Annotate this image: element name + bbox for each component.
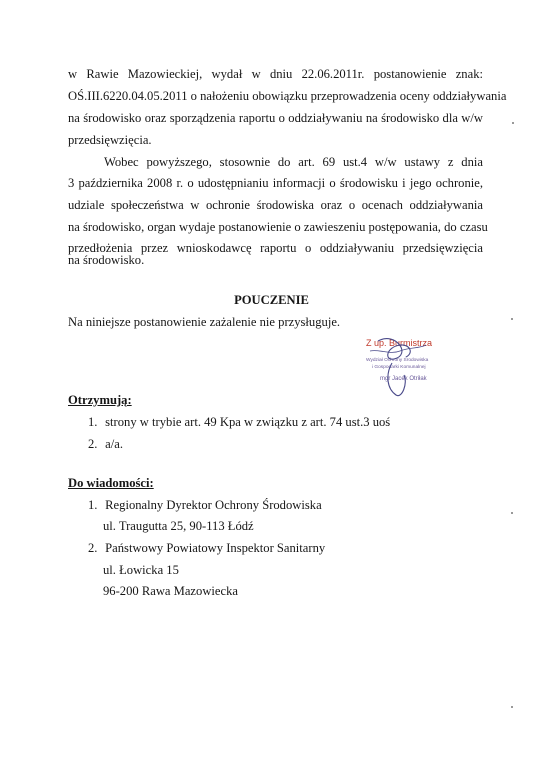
pouczenie-text: Na niniejsze postanowienie zażalenie nie przysługuje. (68, 315, 341, 329)
otrzymuja-heading: Otrzymują: (68, 393, 132, 407)
stamp-line-1: Z up. Burmistrza (366, 338, 433, 348)
list-number: 2. (88, 541, 98, 555)
list-text: Regionalny Dyrektor Ochrony Środowiska (105, 498, 322, 512)
stamp-line-4: mgr Jacek Otriłak (380, 376, 427, 382)
list-text: a/a. (105, 437, 123, 451)
official-stamp (356, 333, 468, 415)
pouczenie-title: POUCZENIE (234, 293, 309, 307)
list-text: Państwowy Powiatowy Inspektor Sanitarny (105, 541, 326, 555)
list-text: strony w trybie art. 49 Kpa w związku z art. 74 ust.3 uoś (105, 415, 391, 429)
body-line: udziale społeczeństwa w ochronie środowiska oraz o ocenach oddziaływania (68, 198, 483, 212)
body-line: na środowisko oraz sporządzenia raportu o oddziaływaniu na środowisko dla w/w (68, 111, 483, 125)
list-item (88, 436, 123, 452)
stamp-line-2: Wydział Ochrony Środowiska (366, 358, 429, 363)
scan-mark (511, 512, 513, 514)
list-number: 1. (88, 415, 98, 429)
list-item (88, 497, 322, 513)
body-line: na środowisko, organ wydaje postanowienie o zawieszeniu postępowania, do czasu (68, 220, 488, 234)
body-line: przedsięwzięcia. (68, 133, 152, 147)
body-line: 3 października 2008 r. o udostępnianiu informacji o środowisku i jego ochronie, (68, 176, 483, 190)
do-wiadomosci-heading: Do wiadomości: (68, 476, 154, 490)
stamp-line-3: i Gospodarki Komunalnej (372, 365, 426, 370)
list-item (88, 414, 390, 430)
scan-mark (511, 318, 513, 320)
list-number: 2. (88, 437, 98, 451)
scan-mark (511, 706, 513, 708)
body-line: Wobec powyższego, stosownie do art. 69 ust.4 w/w ustawy z dnia (104, 155, 483, 169)
address-line: ul. Łowicka 15 (103, 563, 179, 577)
address-line: ul. Traugutta 25, 90-113 Łódź (103, 519, 254, 533)
body-line: przedłożenia przez wnioskodawcę raportu o oddziaływaniu przedsięwzięcia (68, 241, 483, 255)
list-item (88, 540, 325, 556)
body-line: OŚ.III.6220.04.05.2011 o nałożeniu obowiązku przeprowadzenia oceny oddziaływania (68, 89, 507, 103)
address-line: 96-200 Rawa Mazowiecka (103, 584, 238, 598)
body-line: na środowisko. (68, 253, 145, 267)
body-line: w Rawie Mazowieckiej, wydał w dniu 22.06.2011r. postanowienie znak: (68, 67, 483, 81)
list-number: 1. (88, 498, 98, 512)
scan-mark (512, 122, 514, 124)
